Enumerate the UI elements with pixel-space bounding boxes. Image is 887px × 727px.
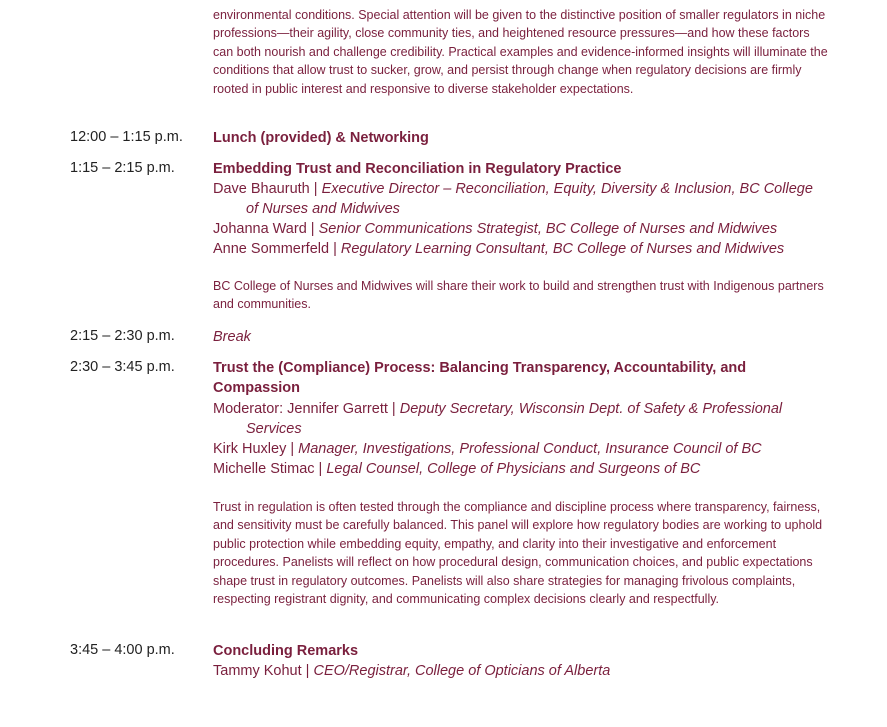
session-block xyxy=(213,641,828,681)
session-time: 3:45 – 4:00 p.m. xyxy=(70,642,175,658)
speaker-name: Anne Sommerfeld xyxy=(213,241,330,257)
session-block xyxy=(213,159,828,314)
speaker-separator: | xyxy=(329,241,341,257)
speaker-name: Dave Bhauruth xyxy=(213,181,310,197)
speaker-separator: | xyxy=(387,401,400,417)
session-title: Embedding Trust and Reconciliation in Regulatory Practice xyxy=(213,161,622,177)
session-time: 2:30 – 3:45 p.m. xyxy=(70,359,175,375)
break-label: Break xyxy=(213,329,251,345)
speaker-separator: | xyxy=(286,441,299,457)
speaker-line xyxy=(213,239,828,259)
speaker-role: Legal Counsel, College of Physicians and Surgeons of BC xyxy=(326,461,701,477)
session-description: Trust in regulation is often tested through the compliance and discipline process where transparency, fairness, and sensitivity must be carefully balanced. This panel will explore how regulatory bodies are working to uphold public protection while embedding equity, empathy, and clarity into their investigative and enforcement procedures. Panelists will reflect on how procedural design, communication choices, and public expectations shape trust in regulatory outcomes. Panelists will also share strategies for managing frivolous complaints, respecting registrant dignity, and communicating complex decisions clearly and respectfully. xyxy=(213,500,823,607)
speaker-separator: | xyxy=(314,461,327,477)
session-speakers xyxy=(213,399,828,608)
speaker-separator: | xyxy=(306,221,319,237)
speaker-name: Michelle Stimac xyxy=(213,461,315,477)
speaker-line xyxy=(213,439,828,459)
speaker-line xyxy=(213,219,828,239)
speaker-name: Tammy Kohut xyxy=(213,663,302,679)
session-description: BC College of Nurses and Midwives will share their work to build and strengthen trust with Indigenous partners and communities. xyxy=(213,279,824,312)
session-time: 12:00 – 1:15 p.m. xyxy=(70,129,183,145)
session-title: Trust the (Compliance) Process: Balancing Transparency, Accountability, and Compassion xyxy=(213,360,747,396)
speaker-line xyxy=(213,399,831,439)
speaker-role: CEO/Registrar, College of Opticians of Alberta xyxy=(313,663,611,679)
speaker-separator: | xyxy=(301,663,314,679)
speaker-line xyxy=(213,179,828,219)
session-title: Concluding Remarks xyxy=(213,643,359,659)
speaker-name: Moderator: Jennifer Garrett xyxy=(213,401,388,417)
speaker-role: Senior Communications Strategist, BC College of Nurses and Midwives xyxy=(318,221,778,237)
speaker-name: Johanna Ward xyxy=(213,221,307,237)
session-time: 1:15 – 2:15 p.m. xyxy=(70,160,175,176)
speaker-role: Executive Director – Reconciliation, Equity, Diversity & Inclusion, BC College of Nurses and Midwives xyxy=(246,181,813,217)
speaker-separator: | xyxy=(309,181,322,197)
intro-description: environmental conditions. Special attention will be given to the distinctive position of smaller regulators in niche professions—their agility, close community ties, and heightened resource pressures—and how these factors can both nourish and challenge credibility. Practical examples and evidence-informed insights will illuminate the conditions that allow trust to sucker, grow, and persist through change when regulatory decisions are firmly rooted in public interest and responsive to diverse stakeholder expectations. xyxy=(213,8,828,96)
session-block xyxy=(213,358,753,398)
speaker-role: Regulatory Learning Consultant, BC College of Nurses and Midwives xyxy=(340,241,785,257)
speaker-role: Manager, Investigations, Professional Conduct, Insurance Council of BC xyxy=(298,441,762,457)
session-title: Lunch (provided) & Networking xyxy=(213,130,429,146)
speaker-line xyxy=(213,661,828,681)
session-time: 2:15 – 2:30 p.m. xyxy=(70,328,175,344)
speaker-name: Kirk Huxley xyxy=(213,441,287,457)
speaker-role: Deputy Secretary, Wisconsin Dept. of Safety & Professional Services xyxy=(246,401,783,437)
speaker-line xyxy=(213,459,828,479)
